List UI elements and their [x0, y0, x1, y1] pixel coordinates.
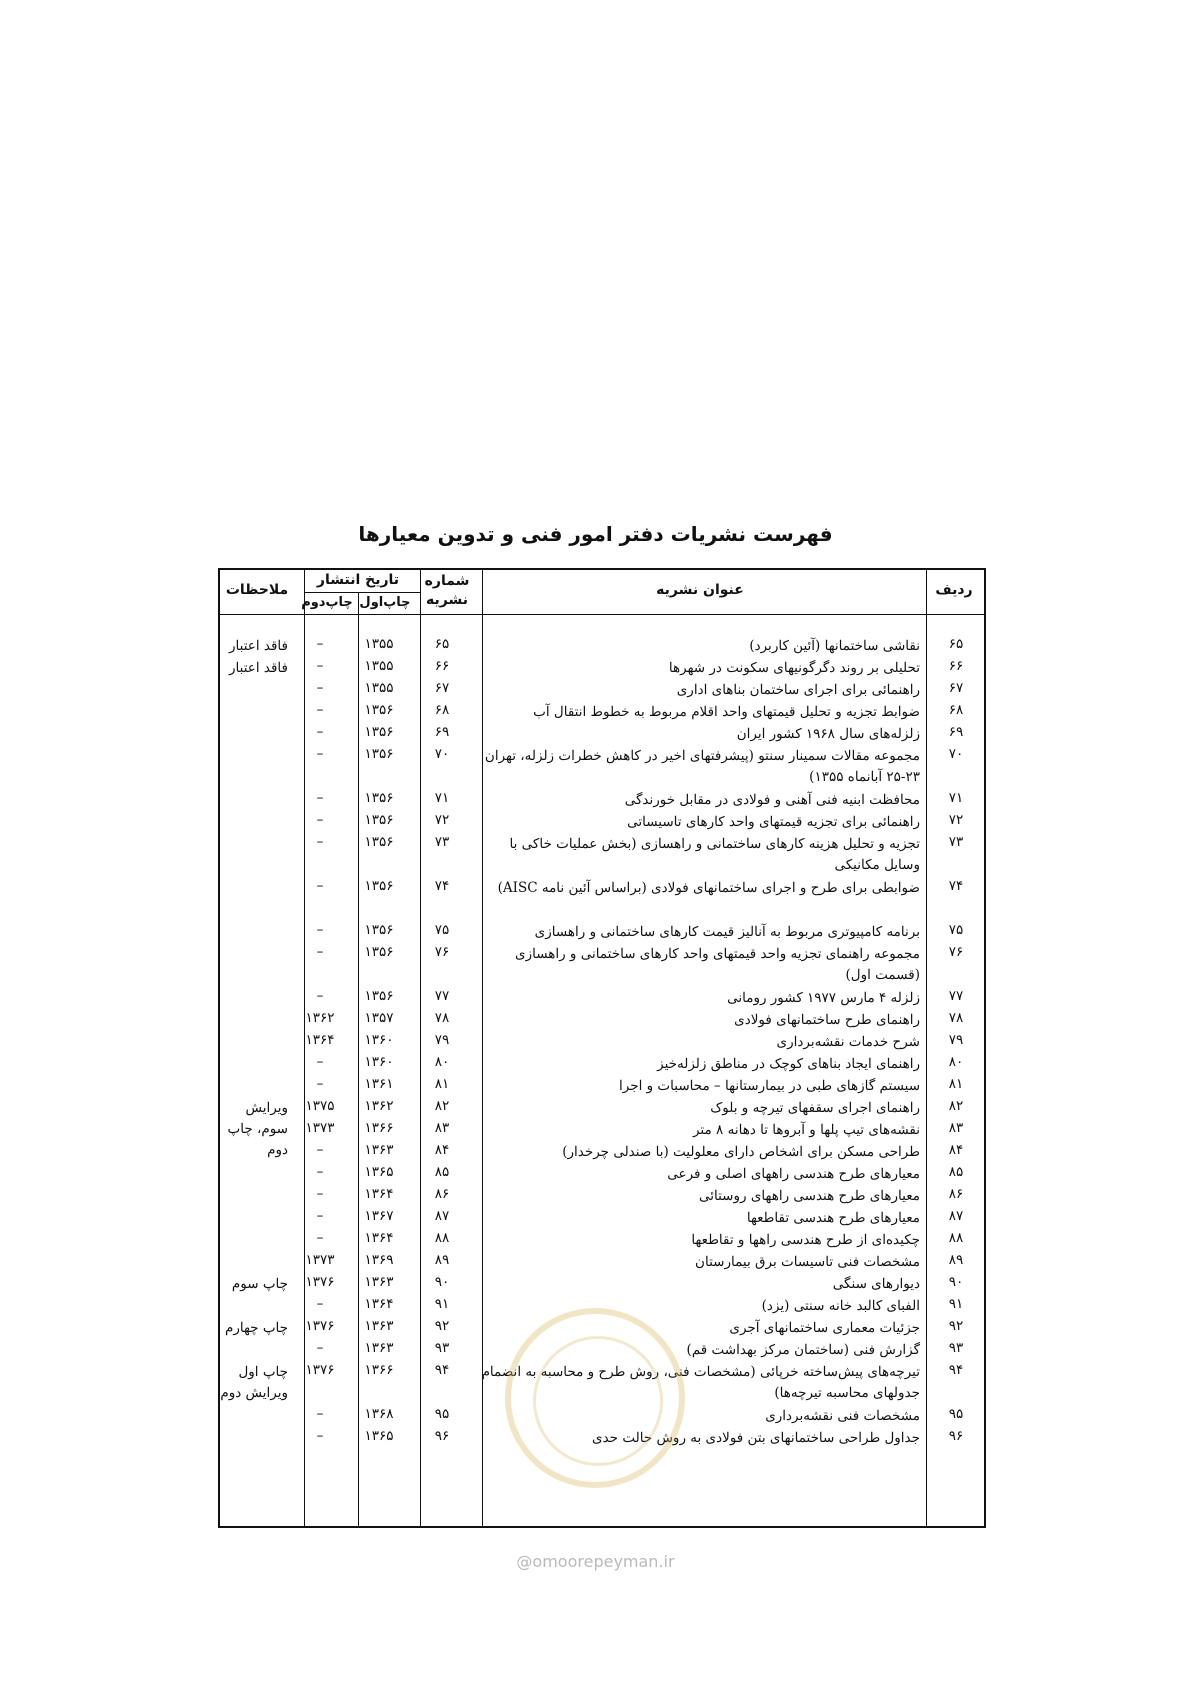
- second-print-date: –: [316, 1428, 324, 1444]
- page-title: فهرست نشریات دفتر امور فنی و تدوین معیارها: [358, 522, 833, 546]
- publication-number: ۶۷: [434, 680, 450, 696]
- publication-title: چکیده‌ای از طرح هندسی راهها و تقاطعها: [691, 1232, 920, 1248]
- row-number: ۷۷: [948, 988, 964, 1004]
- second-print-date: –: [316, 944, 324, 960]
- publication-title: راهنمای ایجاد بناهای کوچک در مناطق زلزله‌خیز: [657, 1056, 920, 1072]
- row-number: ۹۴: [948, 1362, 964, 1378]
- notes-cell: چاپ چهارم: [224, 1320, 288, 1336]
- publication-number: ۷۵: [434, 922, 450, 938]
- publication-title: گزارش فنی (ساختمان مرکز بهداشت قم): [686, 1342, 920, 1358]
- first-print-date: ۱۳۶۶: [364, 1362, 394, 1378]
- second-print-date: ۱۳۷۶: [305, 1362, 335, 1378]
- first-print-date: ۱۳۵۶: [364, 746, 394, 762]
- publication-number: ۸۵: [434, 1164, 450, 1180]
- publication-title: راهنمائی برای اجرای ساختمان بناهای اداری: [676, 682, 920, 698]
- publication-number: ۸۸: [434, 1230, 450, 1246]
- notes-cell: فاقد اعتبار: [229, 638, 288, 654]
- row-number: ۶۸: [948, 702, 964, 718]
- second-print-date: –: [316, 1406, 324, 1422]
- second-print-date: –: [316, 1142, 324, 1158]
- first-print-date: ۱۳۶۴: [364, 1186, 394, 1202]
- second-print-date: ۱۳۷۵: [305, 1098, 335, 1114]
- publication-title: شرح خدمات نقشه‌برداری: [776, 1034, 920, 1050]
- second-print-date: –: [316, 988, 324, 1004]
- publication-title: تیرچه‌های پیش‌ساخته خرپائی (مشخصات فنی، روش طرح و محاسبه به انضمام جدولهای محاسبه تیرچه‌ها): [481, 1364, 920, 1401]
- row-number: ۶۷: [948, 680, 964, 696]
- publication-title: معیارهای طرح هندسی راههای اصلی و فرعی: [667, 1166, 920, 1182]
- notes-cell: چاپ سوم: [231, 1276, 288, 1292]
- second-print-date: ۱۳۷۶: [305, 1274, 335, 1290]
- publication-number: ۹۰: [434, 1274, 450, 1290]
- header-second-print: چاپ‌دوم: [301, 595, 353, 610]
- second-print-date: –: [316, 1164, 324, 1180]
- row-number: ۸۰: [948, 1054, 964, 1070]
- publication-title: مشخصات فنی نقشه‌برداری: [765, 1408, 920, 1424]
- publication-number: ۹۳: [434, 1340, 450, 1356]
- publication-number: ۷۴: [434, 878, 450, 894]
- second-print-date: ۱۳۶۲: [305, 1010, 335, 1026]
- first-print-date: ۱۳۵۵: [364, 680, 394, 696]
- divider: [926, 570, 927, 1526]
- first-print-date: ۱۳۶۷: [364, 1208, 394, 1224]
- publication-number: ۷۸: [434, 1010, 450, 1026]
- publication-title: جزئیات معماری ساختمانهای آجری: [729, 1320, 920, 1336]
- publication-number: ۹۱: [434, 1296, 450, 1312]
- row-number: ۷۴: [948, 878, 964, 894]
- publication-title: مشخصات فنی تاسیسات برق بیمارستان: [695, 1254, 920, 1270]
- publication-number: ۹۵: [434, 1406, 450, 1422]
- publication-title: راهنمای اجرای سقفهای تیرچه و بلوک: [710, 1100, 920, 1116]
- second-print-date: –: [316, 658, 324, 674]
- first-print-date: ۱۳۶۵: [364, 1428, 394, 1444]
- header-number: شماره نشریه: [424, 573, 470, 608]
- first-print-date: ۱۳۶۴: [364, 1230, 394, 1246]
- first-print-date: ۱۳۶۱: [364, 1076, 394, 1092]
- first-print-date: ۱۳۶۳: [364, 1340, 394, 1356]
- first-print-date: ۱۳۵۶: [364, 922, 394, 938]
- row-number: ۷۳: [948, 834, 964, 850]
- publication-number: ۷۰: [434, 746, 450, 762]
- row-number: ۸۵: [948, 1164, 964, 1180]
- row-number: ۷۶: [948, 944, 964, 960]
- publication-title: طراحی مسکن برای اشخاص دارای معلولیت (با صندلی چرخدار): [562, 1144, 920, 1160]
- publications-table: [218, 568, 986, 1528]
- row-number: ۸۹: [948, 1252, 964, 1268]
- header-row: ردیف: [935, 582, 973, 598]
- second-print-date: –: [316, 724, 324, 740]
- first-print-date: ۱۳۵۶: [364, 790, 394, 806]
- publication-number: ۶۸: [434, 702, 450, 718]
- publication-number: ۷۷: [434, 988, 450, 1004]
- row-number: ۹۵: [948, 1406, 964, 1422]
- second-print-date: –: [316, 680, 324, 696]
- publication-number: ۷۶: [434, 944, 450, 960]
- first-print-date: ۱۳۶۴: [364, 1296, 394, 1312]
- publication-title: جداول طراحی ساختمانهای بتن فولادی به روش حالت حدی: [592, 1430, 920, 1446]
- row-number: ۷۲: [948, 812, 964, 828]
- notes-cell: فاقد اعتبار: [229, 660, 288, 676]
- second-print-date: –: [316, 812, 324, 828]
- header-subdivider: [304, 592, 420, 593]
- first-print-date: ۱۳۵۶: [364, 988, 394, 1004]
- publication-title: ضوابط تجزیه و تحلیل قیمتهای واحد اقلام مربوط به خطوط انتقال آب: [533, 704, 920, 720]
- publication-number: ۷۲: [434, 812, 450, 828]
- second-print-date: –: [316, 702, 324, 718]
- second-print-date: –: [316, 1208, 324, 1224]
- row-number: ۸۷: [948, 1208, 964, 1224]
- publication-title: مجموعه مقالات سمینار سنتو (پیشرفتهای اخیر در کاهش خطرات زلزله، تهران ۲۳-۲۵ آبانماه ۱۳۵۵): [484, 748, 920, 785]
- header-divider: [220, 614, 984, 615]
- second-print-date: –: [316, 834, 324, 850]
- second-print-date: –: [316, 878, 324, 894]
- second-print-date: ۱۳۷۳: [305, 1120, 335, 1136]
- second-print-date: –: [316, 1054, 324, 1070]
- row-number: ۷۵: [948, 922, 964, 938]
- publication-title: تجزیه و تحلیل هزینه کارهای ساختمانی و راهسازی (بخش عملیات خاکی با وسایل مکانیکی: [509, 836, 920, 873]
- header-title: عنوان نشریه: [656, 582, 744, 598]
- row-number: ۸۸: [948, 1230, 964, 1246]
- publication-title: ضوابطی برای طرح و اجرای ساختمانهای فولادی (براساس آئین نامه AISC): [497, 880, 920, 896]
- first-print-date: ۱۳۶۲: [364, 1098, 394, 1114]
- second-print-date: –: [316, 1186, 324, 1202]
- publication-number: ۹۴: [434, 1362, 450, 1378]
- row-number: ۸۶: [948, 1186, 964, 1202]
- publication-title: الفبای کالبد خانه سنتی (یزد): [761, 1298, 920, 1314]
- publication-title: مجموعه راهنمای تجزیه واحد قیمتهای واحد کارهای ساختمانی و راهسازی (قسمت اول): [515, 946, 920, 983]
- row-number: ۹۶: [948, 1428, 964, 1444]
- publication-title: راهنمای طرح ساختمانهای فولادی: [734, 1012, 920, 1028]
- second-print-date: ۱۳۷۳: [305, 1252, 335, 1268]
- row-number: ۹۲: [948, 1318, 964, 1334]
- first-print-date: ۱۳۶۹: [364, 1252, 394, 1268]
- second-print-date: –: [316, 1230, 324, 1246]
- first-print-date: ۱۳۶۶: [364, 1120, 394, 1136]
- publication-title: تحلیلی بر روند دگرگونیهای سکونت در شهرها: [668, 660, 920, 676]
- first-print-date: ۱۳۵۶: [364, 834, 394, 850]
- header-notes: ملاحظات: [225, 582, 289, 598]
- publication-title: زلزله‌های سال ۱۹۶۸ کشور ایران: [736, 726, 920, 742]
- publication-number: ۷۹: [434, 1032, 450, 1048]
- first-print-date: ۱۳۶۳: [364, 1274, 394, 1290]
- publication-title: راهنمائی برای تجزیه قیمتهای واحد کارهای تاسیساتی: [627, 814, 920, 830]
- publication-title: نقشه‌های تیپ پلها و آبروها تا دهانه ۸ متر: [692, 1122, 920, 1138]
- publication-number: ۶۹: [434, 724, 450, 740]
- row-number: ۷۰: [948, 746, 964, 762]
- publication-number: ۸۱: [434, 1076, 450, 1092]
- publication-title: محافظت ابنیه فنی آهنی و فولادی در مقابل خورندگی: [624, 792, 920, 808]
- publication-number: ۸۳: [434, 1120, 450, 1136]
- row-number: ۷۱: [948, 790, 964, 806]
- header-first-print: چاپ‌اول: [359, 595, 411, 610]
- row-number: ۹۱: [948, 1296, 964, 1312]
- second-print-date: ۱۳۷۶: [305, 1318, 335, 1334]
- publication-title: برنامه کامپیوتری مربوط به آنالیز قیمت کارهای ساختمانی و راهسازی: [534, 924, 920, 940]
- publication-number: ۸۹: [434, 1252, 450, 1268]
- second-print-date: ۱۳۶۴: [305, 1032, 335, 1048]
- header-date: تاریخ انتشار: [316, 572, 400, 588]
- first-print-date: ۱۳۵۵: [364, 636, 394, 652]
- row-number: ۸۳: [948, 1120, 964, 1136]
- row-number: ۸۴: [948, 1142, 964, 1158]
- first-print-date: ۱۳۶۸: [364, 1406, 394, 1422]
- first-print-date: ۱۳۵۷: [364, 1010, 394, 1026]
- row-number: ۶۹: [948, 724, 964, 740]
- publication-number: ۹۶: [434, 1428, 450, 1444]
- notes-cell: ویرایش سوم، چاپ دوم: [227, 1100, 288, 1158]
- publication-number: ۷۱: [434, 790, 450, 806]
- row-number: ۹۳: [948, 1340, 964, 1356]
- publication-number: ۸۰: [434, 1054, 450, 1070]
- publication-title: دیوارهای سنگی: [832, 1276, 920, 1292]
- row-number: ۷۹: [948, 1032, 964, 1048]
- row-number: ۷۸: [948, 1010, 964, 1026]
- publication-number: ۸۷: [434, 1208, 450, 1224]
- row-number: ۸۲: [948, 1098, 964, 1114]
- second-print-date: –: [316, 1076, 324, 1092]
- publication-number: ۷۳: [434, 834, 450, 850]
- row-number: ۸۱: [948, 1076, 964, 1092]
- first-print-date: ۱۳۵۶: [364, 702, 394, 718]
- publication-title: معیارهای طرح هندسی تقاطعها: [746, 1210, 920, 1226]
- publication-number: ۶۵: [434, 636, 450, 652]
- second-print-date: –: [316, 1340, 324, 1356]
- notes-cell: چاپ اول ویرایش دوم: [220, 1364, 288, 1401]
- row-number: ۹۰: [948, 1274, 964, 1290]
- first-print-date: ۱۳۵۶: [364, 812, 394, 828]
- publication-title: نقاشی ساختمانها (آئین کاربرد): [749, 638, 920, 654]
- publication-number: ۸۴: [434, 1142, 450, 1158]
- publication-title: سیستم گازهای طبی در بیمارستانها – محاسبات و اجرا: [619, 1078, 920, 1094]
- first-print-date: ۱۳۶۳: [364, 1142, 394, 1158]
- row-number: ۶۶: [948, 658, 964, 674]
- first-print-date: ۱۳۵۶: [364, 724, 394, 740]
- first-print-date: ۱۳۵۶: [364, 878, 394, 894]
- publication-number: ۸۶: [434, 1186, 450, 1202]
- watermark-url: @omoorepeyman.ir: [516, 1552, 675, 1571]
- publication-number: ۸۲: [434, 1098, 450, 1114]
- second-print-date: –: [316, 636, 324, 652]
- first-print-date: ۱۳۶۵: [364, 1164, 394, 1180]
- second-print-date: –: [316, 922, 324, 938]
- first-print-date: ۱۳۶۰: [364, 1032, 394, 1048]
- first-print-date: ۱۳۵۶: [364, 944, 394, 960]
- first-print-date: ۱۳۶۰: [364, 1054, 394, 1070]
- publication-number: ۶۶: [434, 658, 450, 674]
- publication-title: معیارهای طرح هندسی راههای روستائی: [698, 1188, 920, 1204]
- second-print-date: –: [316, 1296, 324, 1312]
- first-print-date: ۱۳۵۵: [364, 658, 394, 674]
- row-number: ۶۵: [948, 636, 964, 652]
- second-print-date: –: [316, 746, 324, 762]
- second-print-date: –: [316, 790, 324, 806]
- publication-number: ۹۲: [434, 1318, 450, 1334]
- publication-title: زلزله ۴ مارس ۱۹۷۷ کشور رومانی: [727, 990, 920, 1006]
- first-print-date: ۱۳۶۳: [364, 1318, 394, 1334]
